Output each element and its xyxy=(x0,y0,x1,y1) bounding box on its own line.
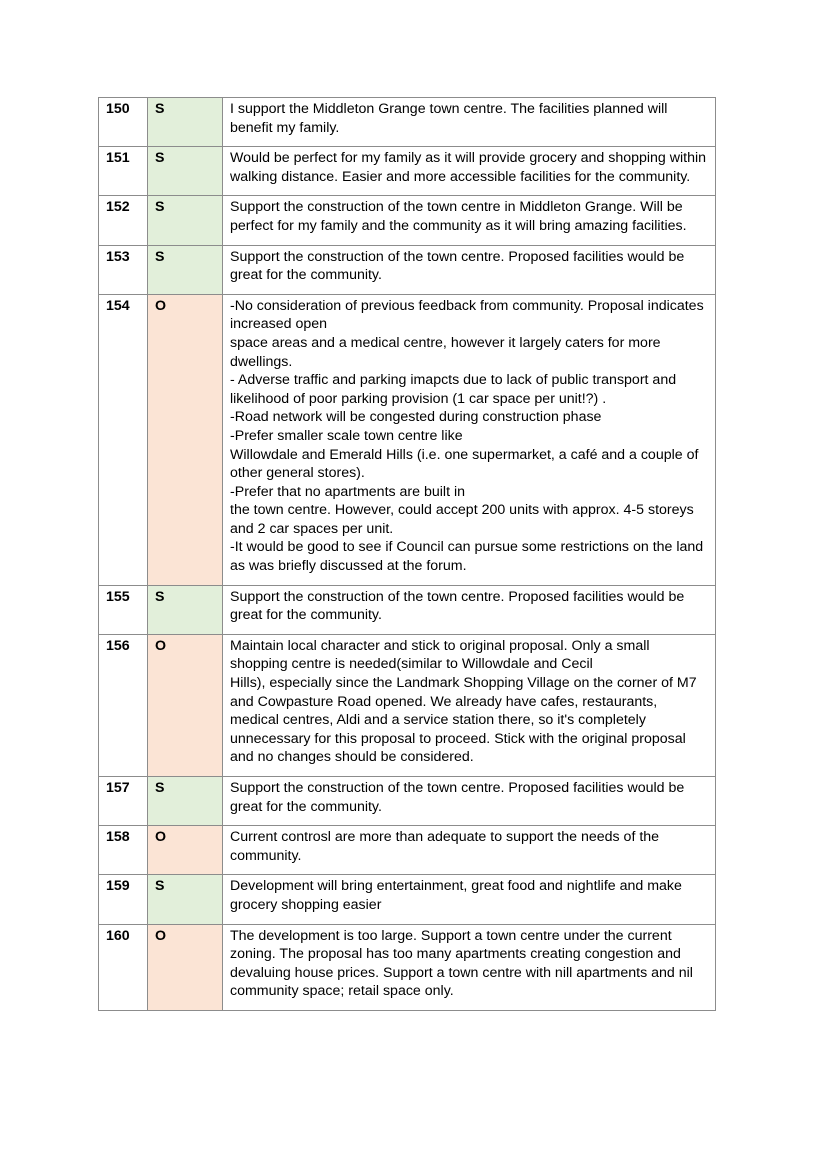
submission-number: 151 xyxy=(99,147,148,196)
stance-cell: S xyxy=(148,196,223,245)
stance-cell: S xyxy=(148,147,223,196)
submission-number: 159 xyxy=(99,875,148,924)
comment-cell: Maintain local character and stick to original proposal. Only a small shopping centre is needed(similar to Willowdale and Cecil Hills), especially since the Landmark Shopping Village on the corner of M7 and Cowpasture Road opened. We already have cafes, restaurants, medical centres, Aldi and a service station there, so it's completely unnecessary for this proposal to proceed. Stick with the original proposal and no changes should be considered. xyxy=(223,634,716,776)
stance-cell: S xyxy=(148,245,223,294)
table-row xyxy=(99,924,716,1010)
table-row xyxy=(99,875,716,924)
submission-number: 152 xyxy=(99,196,148,245)
submission-number: 158 xyxy=(99,826,148,875)
table-row xyxy=(99,634,716,776)
stance-cell: S xyxy=(148,777,223,826)
comment-cell: Support the construction of the town centre. Proposed facilities would be great for the community. xyxy=(223,777,716,826)
stance-cell: S xyxy=(148,98,223,147)
comment-cell: Current controsl are more than adequate to support the needs of the community. xyxy=(223,826,716,875)
table-row xyxy=(99,294,716,585)
comment-cell: Support the construction of the town centre. Proposed facilities would be great for the community. xyxy=(223,245,716,294)
submission-number: 156 xyxy=(99,634,148,776)
comment-cell: Would be perfect for my family as it will provide grocery and shopping within walking distance. Easier and more accessible facilities for the community. xyxy=(223,147,716,196)
comment-cell: Support the construction of the town centre in Middleton Grange. Will be perfect for my family and the community as it will bring amazing facilities. xyxy=(223,196,716,245)
table-row xyxy=(99,245,716,294)
table-row xyxy=(99,826,716,875)
stance-cell: S xyxy=(148,585,223,634)
table-row xyxy=(99,147,716,196)
submission-number: 160 xyxy=(99,924,148,1010)
comment-cell: The development is too large. Support a town centre under the current zoning. The proposal has too many apartments creating congestion and devaluing house prices. Support a town centre with nill apartments and nil community space; retail space only. xyxy=(223,924,716,1010)
stance-cell: O xyxy=(148,826,223,875)
stance-cell: S xyxy=(148,875,223,924)
table-row xyxy=(99,98,716,147)
table-row xyxy=(99,777,716,826)
comment-cell: Support the construction of the town centre. Proposed facilities would be great for the community. xyxy=(223,585,716,634)
submission-number: 150 xyxy=(99,98,148,147)
table-row xyxy=(99,585,716,634)
comment-cell: Development will bring entertainment, great food and nightlife and make grocery shopping easier xyxy=(223,875,716,924)
comment-cell: -No consideration of previous feedback from community. Proposal indicates increased open space areas and a medical centre, however it largely caters for more dwellings. - Adverse traffic and parking imapcts due to lack of public transport and likelihood of poor parking provision (1 car space per unit!?) . -Road network will be congested during construction phase -Prefer smaller scale town centre like Willowdale and Emerald Hills (i.e. one supermarket, a café and a couple of other general stores). -Prefer that no apartments are built in the town centre. However, could accept 200 units with approx. 4-5 storeys and 2 car spaces per unit. -It would be good to see if Council can pursue some restrictions on the land as was briefly discussed at the forum. xyxy=(223,294,716,585)
submission-number: 154 xyxy=(99,294,148,585)
submissions-table xyxy=(98,97,716,1011)
submission-number: 153 xyxy=(99,245,148,294)
submission-number: 157 xyxy=(99,777,148,826)
comment-cell: I support the Middleton Grange town centre. The facilities planned will benefit my family. xyxy=(223,98,716,147)
submission-number: 155 xyxy=(99,585,148,634)
stance-cell: O xyxy=(148,924,223,1010)
stance-cell: O xyxy=(148,634,223,776)
table-row xyxy=(99,196,716,245)
stance-cell: O xyxy=(148,294,223,585)
